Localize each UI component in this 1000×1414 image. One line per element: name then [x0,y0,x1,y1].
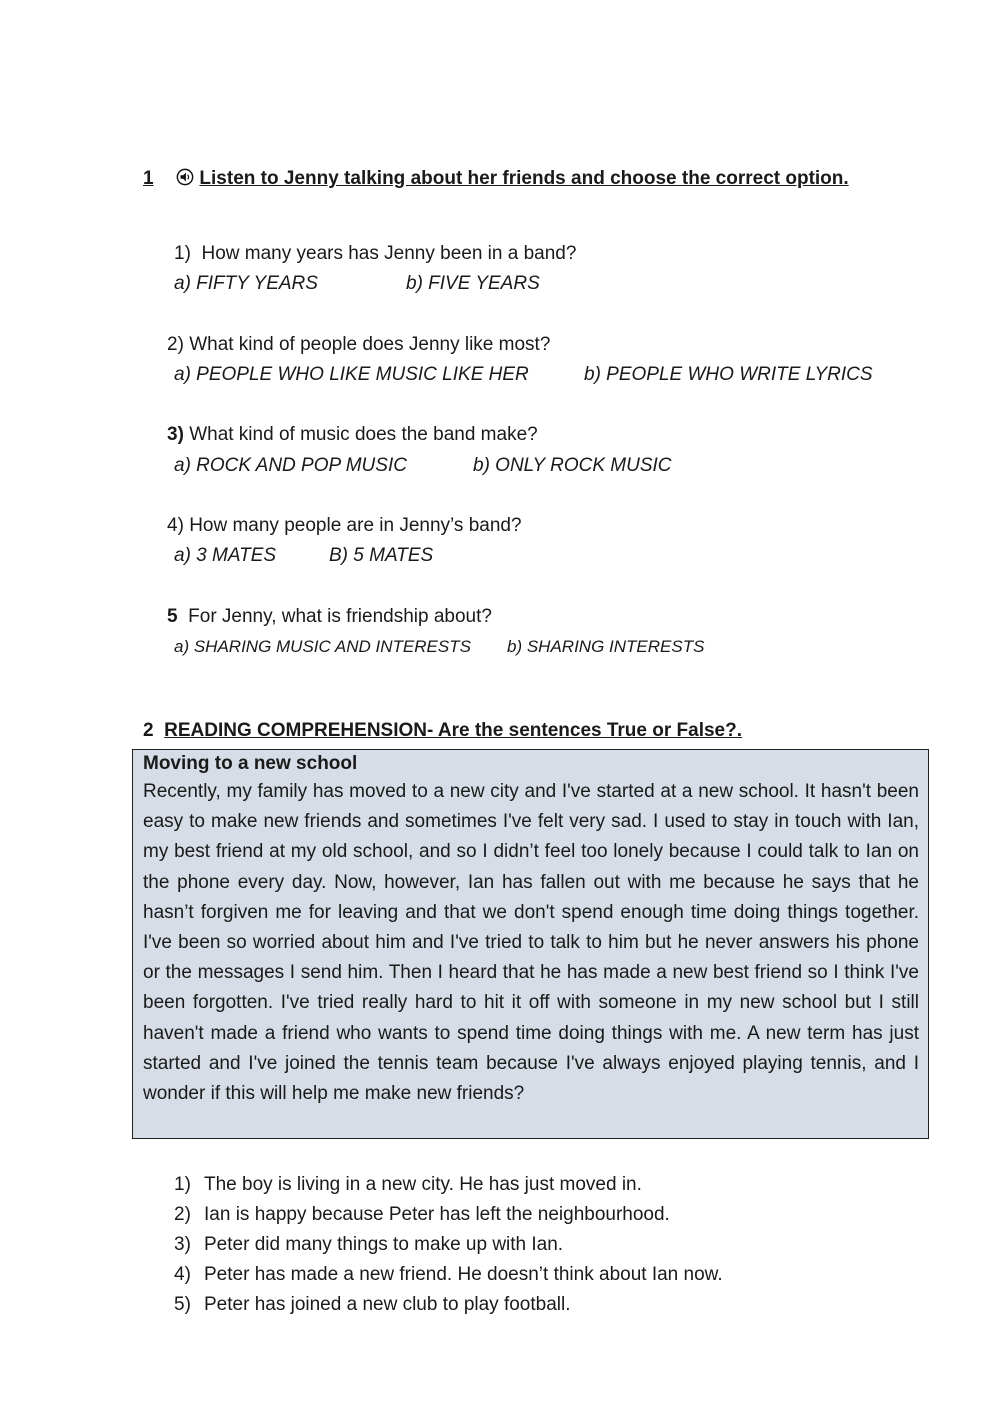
question-4-option-b: B) 5 MATES [329,545,434,566]
statement-1 [174,1174,642,1196]
section2-heading [143,720,742,742]
section1-number: 1 [143,168,154,189]
question-4-option-a: a) 3 MATES [174,545,277,566]
question-number: 4) [167,515,184,536]
question-2 [167,334,550,356]
question-number: 3) [167,424,184,445]
question-3-option-b: b) ONLY ROCK MUSIC [473,455,672,476]
question-1 [174,243,576,265]
question-5-option-b: b) SHARING INTERESTS [507,637,705,656]
statement-number: 4) [174,1264,191,1285]
statement-text: Peter did many things to make up with Ian. [204,1234,564,1255]
statement-text: Peter has made a new friend. He doesn’t think about Ian now. [204,1264,723,1285]
statement-number: 3) [174,1234,191,1255]
question-3 [167,424,538,446]
question-text: How many years has Jenny been in a band? [201,243,577,264]
passage-title: Moving to a new school [143,753,358,774]
passage-text: Recently, my family has moved to a new city and I've started at a new school. It hasn't been easy to make new friends and sometimes I've felt very sad. I used to stay in touch with Ian, my best friend at my old school, and so I didn’t feel too lonely because I could talk to Ian on the phone every day. Now, however, Ian has fallen out with me because he says that he hasn’t forgiven me for leaving and that we don't spend enough time doing things together. I've been so worried about him and I've tried to talk to him but he never answers his phone or the messages I send him. Then I heard that he has made a new best friend so I think I've been forgotten. I've tried really hard to hit it off with someone in my new school but I still haven't made a friend who wants to spend time doing things with me. A new term has just started and I've joined the tennis team because I've always enjoyed playing tennis, and I wonder if this will help me make new friends? [143,781,919,1105]
statement-number: 2) [174,1204,191,1225]
question-2-option-b: b) PEOPLE WHO WRITE LYRICS [584,364,873,385]
question-number: 1) [174,243,191,264]
question-1-option-b: b) FIVE YEARS [406,273,540,294]
statement-4 [174,1264,723,1286]
question-text: For Jenny, what is friendship about? [188,606,492,627]
question-4 [167,515,522,537]
statement-number: 5) [174,1294,191,1315]
question-5-option-a: a) SHARING MUSIC AND INTERESTS [174,637,471,656]
statement-5 [174,1294,571,1316]
statement-2 [174,1204,670,1226]
question-text: What kind of music does the band make? [189,424,538,445]
statement-text: The boy is living in a new city. He has just moved in. [204,1174,642,1195]
question-number: 5 [167,606,178,627]
question-number: 2) [167,334,184,355]
section2-title: READING COMPREHENSION- Are the sentences True or False?. [164,720,743,741]
question-3-option-a: a) ROCK AND POP MUSIC [174,455,407,476]
question-5 [167,606,492,628]
question-text: How many people are in Jenny’s band? [189,515,522,536]
section1-heading [143,168,849,190]
statement-3 [174,1234,563,1256]
statement-number: 1) [174,1174,191,1195]
question-text: What kind of people does Jenny like most? [189,334,551,355]
section2-number: 2 [143,720,154,741]
speaker-icon [176,168,194,186]
question-2-option-a: a) PEOPLE WHO LIKE MUSIC LIKE HER [174,364,529,385]
statement-text: Ian is happy because Peter has left the neighbourhood. [204,1204,670,1225]
statement-text: Peter has joined a new club to play football. [204,1294,571,1315]
question-1-option-a: a) FIFTY YEARS [174,273,318,294]
section1-title: Listen to Jenny talking about her friends and choose the correct option. [199,168,849,189]
reading-passage-box [132,749,929,1139]
